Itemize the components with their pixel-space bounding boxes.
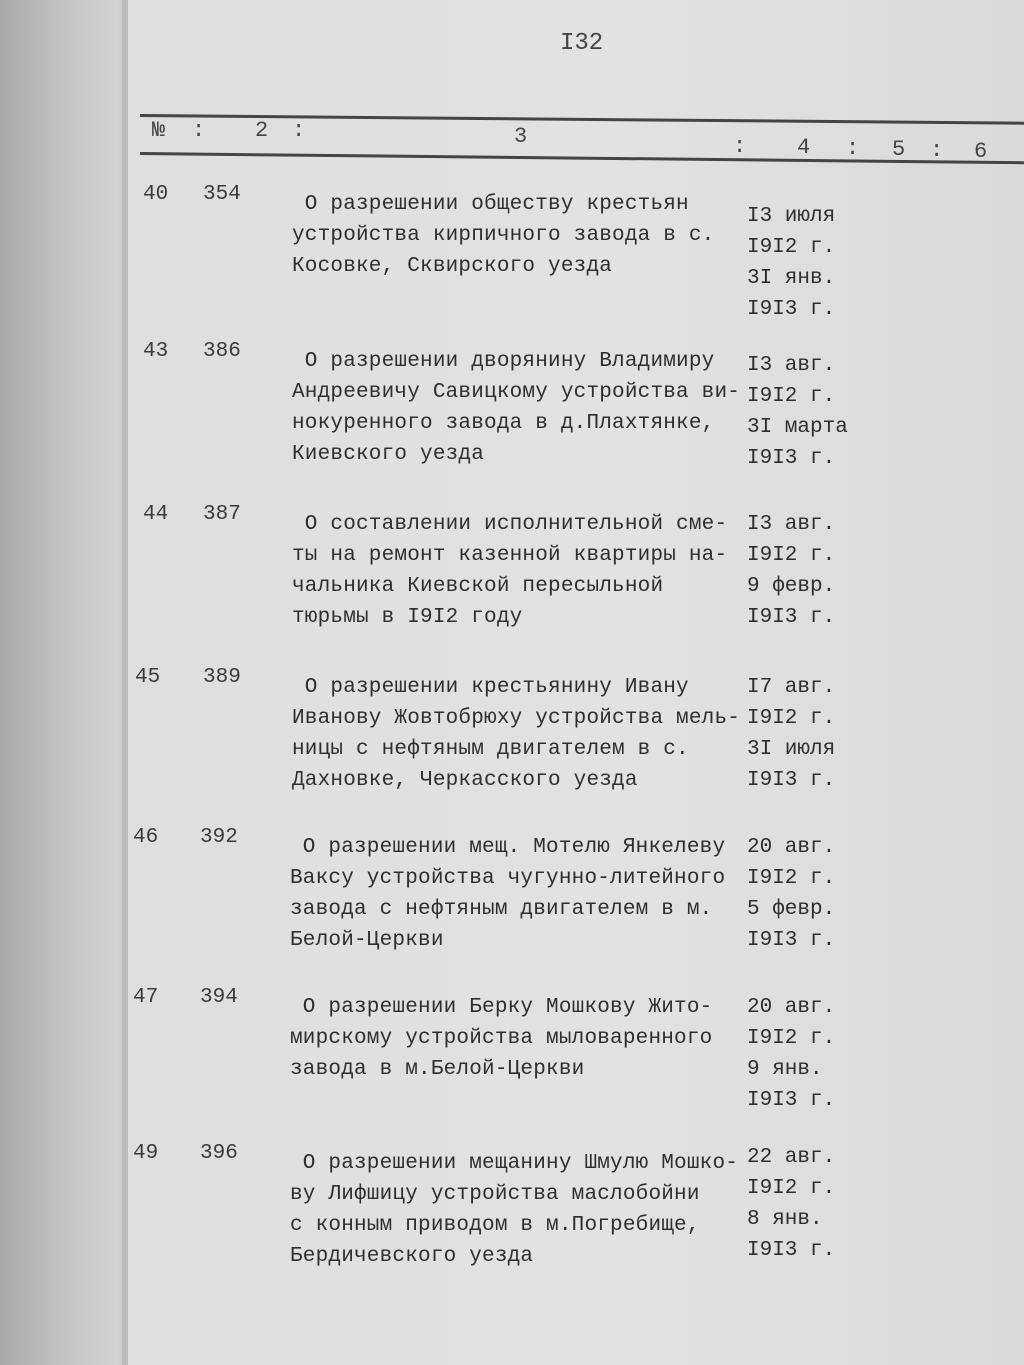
entry-dates (747, 350, 848, 474)
description-line: ты на ремонт казенной квартиры на- (292, 544, 728, 567)
description-line: ницы с нефтяным двигателем в с. (292, 738, 689, 761)
header-sep3: : (733, 134, 747, 159)
end-year: I9I3 г. (747, 606, 836, 629)
start-date: I7 авг. (747, 676, 836, 699)
description-line: завода с нефтяным двигателем в м. (290, 898, 713, 921)
entry-description (292, 509, 752, 633)
description-line: О составлении исполнительной сме- (292, 513, 728, 536)
entry-description (292, 346, 752, 470)
description-line: О разрешении дворянину Владимиру (292, 350, 715, 373)
table-row (0, 183, 1024, 323)
end-date: 3I янв. (747, 267, 836, 290)
entry-description (290, 1148, 750, 1272)
table-row (0, 986, 1024, 1126)
header-sep5: : (930, 138, 944, 163)
description-line: ву Лифшицу устройства маслобойни (290, 1183, 700, 1206)
end-date: 9 янв. (747, 1058, 823, 1081)
page-number: I32 (560, 30, 604, 57)
end-date: 5 февр. (747, 898, 836, 921)
description-line: О разрешении крестьянину Ивану (292, 676, 689, 699)
header-col2: 2 (255, 118, 269, 143)
entry-number: 49 (133, 1142, 159, 1165)
header-top-rule (140, 114, 1024, 125)
end-year: I9I3 г. (747, 1089, 836, 1112)
end-date: 8 янв. (747, 1208, 823, 1231)
document-number: 389 (203, 666, 241, 689)
start-date: 20 авг. (747, 996, 836, 1019)
description-line: Косовке, Сквирского уезда (292, 255, 613, 278)
document-number: 392 (200, 826, 238, 849)
start-year: I9I2 г. (747, 544, 836, 567)
description-line: мирскому устройства мыловаренного (290, 1027, 713, 1050)
description-line: Иванову Жовтобрюху устройства мель- (292, 707, 741, 730)
end-date: 9 февр. (747, 575, 836, 598)
description-line: завода в м.Белой-Церкви (290, 1058, 585, 1081)
document-number: 386 (203, 340, 241, 363)
entry-dates (747, 672, 835, 796)
entry-dates (747, 201, 835, 325)
description-line: О разрешении мещанину Шмулю Мошко- (290, 1152, 739, 1175)
document-number: 387 (203, 503, 241, 526)
description-line: О разрешении обществу крестьян (292, 193, 689, 216)
entry-dates (747, 1142, 835, 1266)
description-line: Бердичевского уезда (290, 1245, 534, 1268)
end-year: I9I3 г. (747, 1239, 836, 1262)
header-col4: 4 (797, 135, 811, 160)
description-line: нокуренного завода в д.Плахтянке, (292, 412, 715, 435)
start-year: I9I2 г. (747, 385, 836, 408)
header-sep1: : (192, 118, 206, 143)
table-row (0, 666, 1024, 806)
end-year: I9I3 г. (747, 769, 836, 792)
end-year: I9I3 г. (747, 929, 836, 952)
start-year: I9I2 г. (747, 1177, 836, 1200)
start-date: I3 авг. (747, 513, 836, 536)
description-line: О разрешении Берку Мошкову Жито- (290, 996, 713, 1019)
entry-number: 45 (135, 666, 161, 689)
description-line: с конным приводом в м.Погребище, (290, 1214, 700, 1237)
entry-dates (747, 992, 835, 1116)
entry-description (290, 832, 750, 956)
header-col5: 5 (892, 137, 906, 162)
header-col1: № (152, 118, 166, 143)
entry-description (292, 189, 752, 282)
start-year: I9I2 г. (747, 707, 836, 730)
entry-dates (747, 832, 835, 956)
table-row (0, 826, 1024, 966)
description-line: чальника Киевской пересыльной (292, 575, 664, 598)
entry-number: 40 (143, 183, 169, 206)
start-date: 20 авг. (747, 836, 836, 859)
entry-number: 44 (143, 503, 169, 526)
start-year: I9I2 г. (747, 867, 836, 890)
end-year: I9I3 г. (747, 447, 836, 470)
end-year: I9I3 г. (747, 298, 836, 321)
table-row (0, 340, 1024, 480)
description-line: Киевского уезда (292, 443, 485, 466)
description-line: Дахновке, Черкасского уезда (292, 769, 638, 792)
description-line: устройства кирпичного завода в с. (292, 224, 715, 247)
entry-number: 46 (133, 826, 159, 849)
entry-number: 47 (133, 986, 159, 1009)
table-row (0, 1142, 1024, 1282)
entry-description (290, 992, 750, 1085)
end-date: 3I июля (747, 738, 836, 761)
header-col3: 3 (514, 124, 528, 149)
description-line: Андреевичу Савицкому устройства ви- (292, 381, 741, 404)
description-line: Белой-Церкви (290, 929, 444, 952)
description-line: Ваксу устройства чугунно-литейного (290, 867, 726, 890)
start-date: I3 авг. (747, 354, 836, 377)
description-line: О разрешении мещ. Мотелю Янкелеву (290, 836, 726, 859)
description-line: тюрьмы в I9I2 году (292, 606, 523, 629)
entry-dates (747, 509, 835, 633)
header-sep2: : (292, 118, 306, 143)
document-number: 394 (200, 986, 238, 1009)
table-row (0, 503, 1024, 643)
start-date: I3 июля (747, 205, 836, 228)
start-date: 22 авг. (747, 1146, 836, 1169)
document-number: 396 (200, 1142, 238, 1165)
end-date: 3I марта (747, 416, 848, 439)
document-number: 354 (203, 183, 241, 206)
start-year: I9I2 г. (747, 1027, 836, 1050)
entry-description (292, 672, 752, 796)
header-col6: 6 (974, 139, 988, 164)
start-year: I9I2 г. (747, 236, 836, 259)
header-sep4: : (846, 136, 860, 161)
entry-number: 43 (143, 340, 169, 363)
